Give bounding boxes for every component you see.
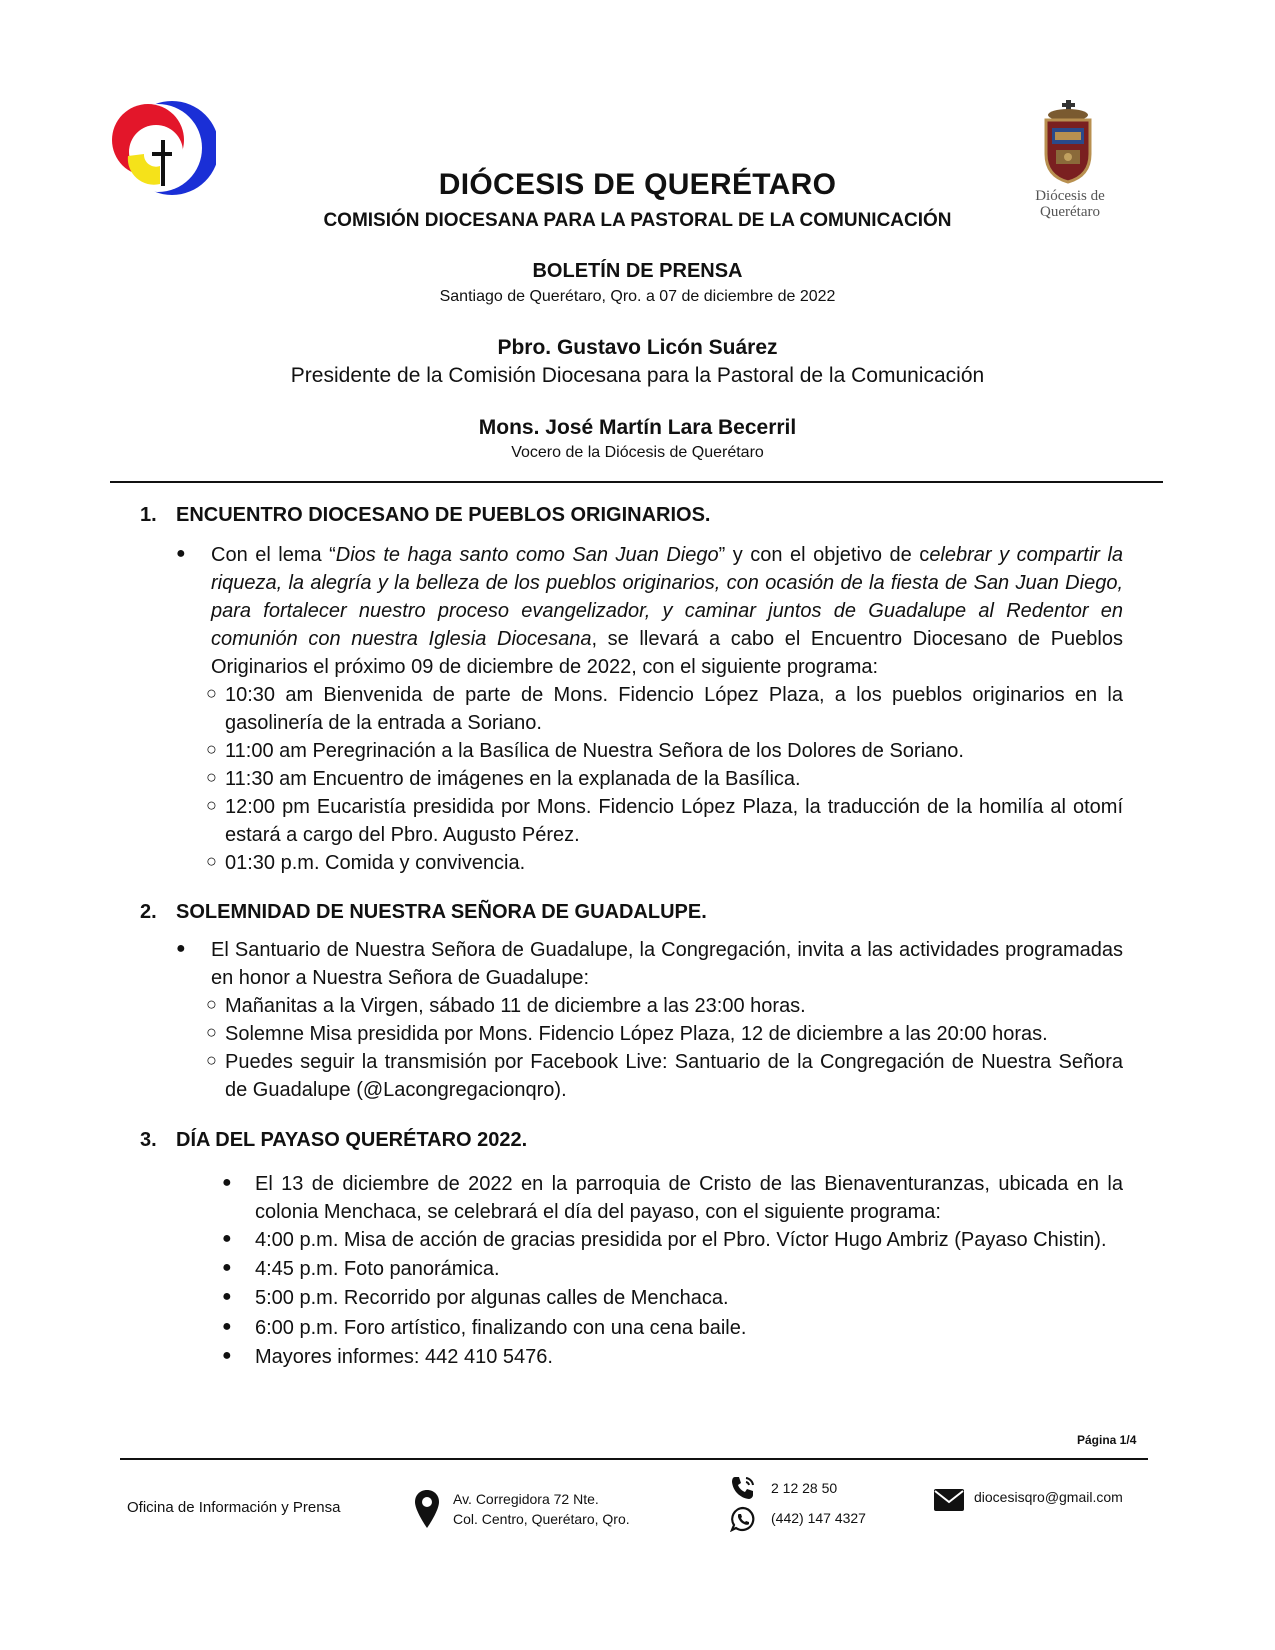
section-title: ENCUENTRO DIOCESANO DE PUEBLOS ORIGINARIOS. — [176, 504, 711, 526]
bullet-icon: ● — [176, 940, 186, 957]
list-item: 11:00 am Peregrinación a la Basílica de Nuestra Señora de los Dolores de Soriano. — [225, 740, 964, 762]
address-line-1: Av. Corregidora 72 Nte. — [453, 1491, 599, 1507]
footer-divider — [120, 1458, 1148, 1460]
bullet-icon: ● — [222, 1318, 232, 1335]
intro-text: , se llevará a cabo el Encuentro Diocesano de Pueblos Originarios el próximo 09 de diciembre de 2022, con el siguiente programa: — [211, 628, 1123, 678]
circle-bullet-icon: ○ — [206, 767, 217, 787]
bulletin-date: Santiago de Querétaro, Qro. a 07 de diciembre de 2022 — [439, 288, 836, 305]
list-item: 4:00 p.m. Misa de acción de gracias presidida por el Pbro. Víctor Hugo Ambriz (Payaso Chistin). — [255, 1229, 1107, 1251]
circle-bullet-icon: ○ — [206, 683, 217, 703]
bullet-icon: ● — [176, 545, 186, 562]
bullet-icon: ● — [222, 1288, 232, 1305]
page-number: Página 1/4 — [1077, 1433, 1137, 1447]
section-title: DÍA DEL PAYASO QUERÉTARO 2022. — [176, 1129, 528, 1151]
office-name: Oficina de Información y Prensa — [127, 1499, 341, 1516]
section-title: SOLEMNIDAD DE NUESTRA SEÑORA DE GUADALUPE. — [176, 901, 707, 923]
intro-text: Con el lema “ — [211, 544, 336, 566]
objective-text: elebrar y compartir la riqueza, la alegría y la belleza de los pueblos originarios, con ocasión de la fiesta de San Juan Diego, para fortalecer nuestro proceso evangelizador, y caminar juntos de Guadalupe al Redentor en comunión con nuestra Iglesia Diocesana — [211, 544, 1124, 650]
list-item: 4:45 p.m. Foto panorámica. — [255, 1258, 500, 1280]
bullet-icon: ● — [222, 1230, 232, 1247]
circle-bullet-icon: ○ — [206, 1022, 217, 1042]
address-line-2: Col. Centro, Querétaro, Qro. — [453, 1511, 630, 1527]
list-item: 5:00 p.m. Recorrido por algunas calles de Menchaca. — [255, 1287, 729, 1309]
intro-text: ” y con el objetivo de c — [718, 544, 930, 566]
list-item: 11:30 am Encuentro de imágenes en la explanada de la Basílica. — [225, 768, 801, 790]
envelope-icon — [933, 1488, 965, 1512]
header-divider — [110, 481, 1163, 483]
whatsapp-icon — [730, 1506, 756, 1532]
circle-bullet-icon: ○ — [206, 994, 217, 1014]
circle-bullet-icon: ○ — [206, 1050, 217, 1070]
list-item: Mayores informes: 442 410 5476. — [255, 1346, 553, 1368]
seal-text-line1: Diócesis de — [1035, 188, 1105, 204]
bullet-icon: ● — [222, 1174, 232, 1191]
president-name: Pbro. Gustavo Licón Suárez — [497, 336, 778, 359]
bulletin-title: BOLETÍN DE PRENSA — [532, 260, 743, 282]
section-2-heading — [140, 901, 707, 924]
circle-bullet-icon: ○ — [206, 739, 217, 759]
section-1-intro — [211, 541, 1123, 681]
list-item: Puedes seguir la transmisión por Facebook Live: Santuario de la Congregación de Nuestra Señora de Guadalupe (@Lacongregacionqro). — [225, 1051, 1123, 1101]
circle-bullet-icon: ○ — [206, 795, 217, 815]
section-3-heading — [140, 1129, 527, 1152]
section-number: 2. — [140, 901, 157, 923]
list-item: 01:30 p.m. Comida y convivencia. — [225, 852, 526, 874]
map-pin-icon — [414, 1489, 440, 1529]
whatsapp-number[interactable]: (442) 147 4327 — [771, 1510, 866, 1526]
list-item: Solemne Misa presidida por Mons. Fidencio López Plaza, 12 de diciembre a las 20:00 horas. — [225, 1023, 1048, 1045]
seal-text-line2: Querétaro — [1040, 204, 1100, 220]
diocese-title: DIÓCESIS DE QUERÉTARO — [438, 168, 837, 201]
bullet-icon: ● — [222, 1259, 232, 1276]
list-item: 10:30 am Bienvenida de parte de Mons. Fidencio López Plaza, a los pueblos originarios en la gasolinería de la entrada a Soriano. — [225, 684, 1123, 734]
section-number: 3. — [140, 1129, 157, 1151]
section-1-heading — [140, 504, 711, 527]
list-item: El 13 de diciembre de 2022 en la parroquia de Cristo de las Bienaventuranzas, ubicada en la colonia Menchaca, se celebrará el día del payaso, con el siguiente programa: — [255, 1173, 1123, 1223]
phone-icon — [729, 1474, 757, 1502]
phone-number[interactable]: 2 12 28 50 — [771, 1480, 838, 1496]
list-item: 6:00 p.m. Foro artístico, finalizando con una cena baile. — [255, 1317, 747, 1339]
commission-subtitle: COMISIÓN DIOCESANA PARA LA PASTORAL DE LA COMUNICACIÓN — [323, 210, 952, 231]
spokesman-name: Mons. José Martín Lara Becerril — [478, 416, 797, 439]
section-2-intro: El Santuario de Nuestra Señora de Guadalupe, la Congregación, invita a las actividades programadas en honor a Nuestra Señora de Guadalupe: — [211, 939, 1123, 989]
motto-text: Dios te haga santo como San Juan Diego — [335, 544, 719, 566]
bullet-icon: ● — [222, 1347, 232, 1364]
section-number: 1. — [140, 504, 157, 526]
president-role: Presidente de la Comisión Diocesana para la Pastoral de la Comunicación — [290, 364, 985, 387]
circle-bullet-icon: ○ — [206, 851, 217, 871]
email-address[interactable]: diocesisqro@gmail.com — [974, 1489, 1123, 1505]
spokesman-role: Vocero de la Diócesis de Querétaro — [511, 444, 764, 461]
list-item: Mañanitas a la Virgen, sábado 11 de diciembre a las 23:00 horas. — [225, 995, 806, 1017]
list-item: 12:00 pm Eucaristía presidida por Mons. Fidencio López Plaza, la traducción de la homilía al otomí estará a cargo del Pbro. Augusto Pérez. — [225, 796, 1123, 846]
diocese-coat-of-arms-logo — [1020, 98, 1120, 226]
